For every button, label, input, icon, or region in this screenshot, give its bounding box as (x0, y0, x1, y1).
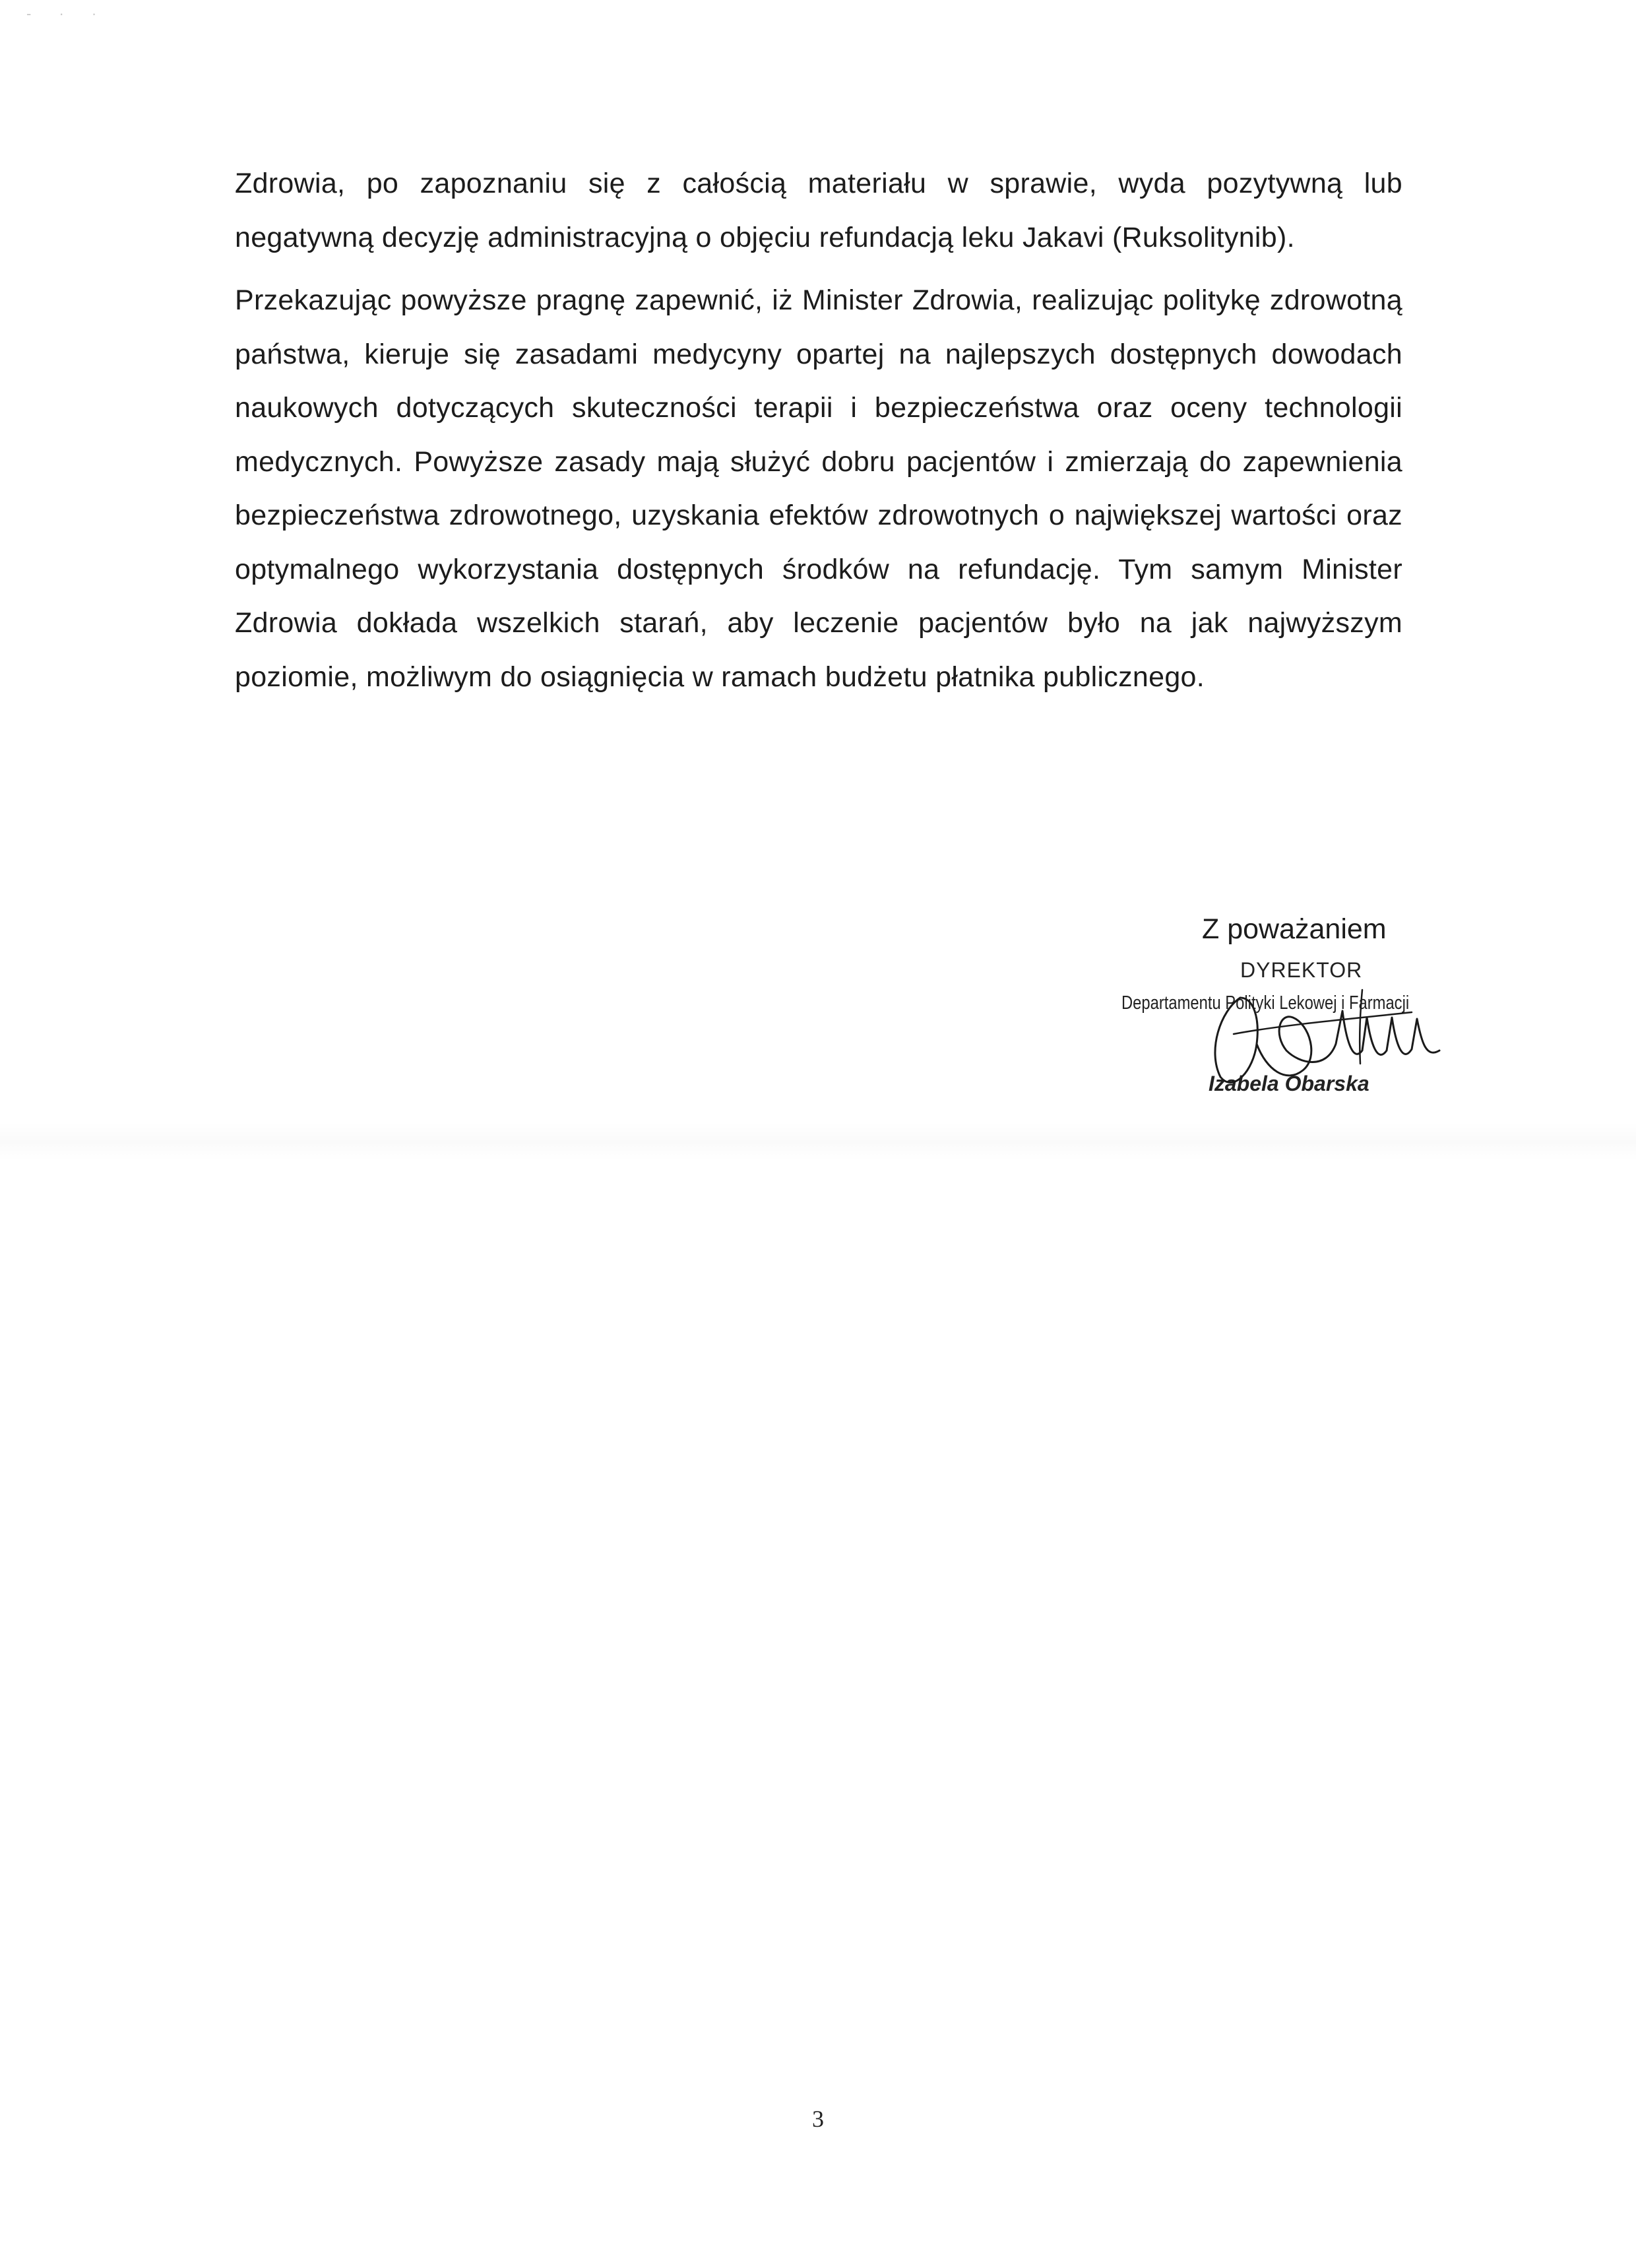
stamp-name: Izabela Obarska (1209, 1072, 1369, 1095)
signature-stamp (1121, 958, 1491, 1110)
stamp-department: Departamentu Polityki Lekowej i Farmacji (1121, 992, 1410, 1014)
paragraph-2: Przekazując powyższe pragnę zapewnić, iż Minister Zdrowia, realizując politykę zdrowotną państwa, kieruje się zasadami medycyny opartej na najlepszych dostępnych dowodach naukowych dotyczących skuteczności terapii i bezpieczeństwa oraz oceny technologii medycznych. Powyższe zasady mają służyć dobru pacjentów i zmierzają do zapewnienia bezpieczeństwa zdrowotnego, uzyskania efektów zdrowotnych o największej wartości oraz optymalnego wykorzystania dostępnych środków na refundację. Tym samym Minister Zdrowia dokłada wszelkich starań, aby leczenie pacjentów było na jak najwyższym poziomie, możliwym do osiągnięcia w ramach budżetu płatnika publicznego. (235, 284, 1402, 693)
paragraph-1: Zdrowia, po zapoznaniu się z całością materiału w sprawie, wyda pozytywną lub negatywną decyzję administracyjną o objęciu refundacją leku Jakavi (Ruksolitynib). (235, 168, 1402, 253)
letter-body (235, 157, 1402, 704)
scan-streak (0, 1122, 1636, 1161)
scan-artifact-marks: - · · (26, 5, 109, 22)
handwritten-signature (1194, 971, 1458, 1097)
page-number: 3 (812, 2106, 824, 2132)
closing-salutation: Z poważaniem (1202, 913, 1387, 945)
stamp-title: DYREKTOR (1240, 958, 1363, 982)
